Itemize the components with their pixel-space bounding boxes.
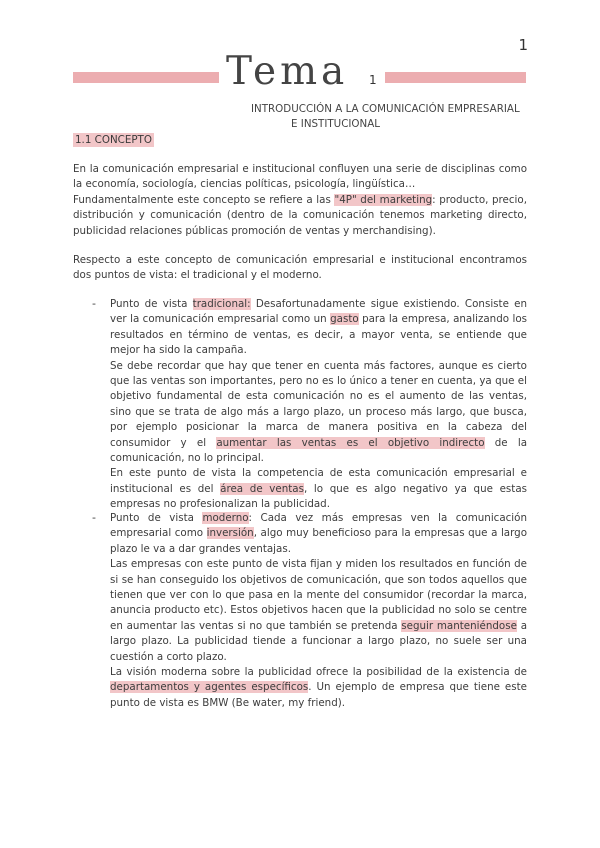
page-title: Tema [226,49,349,94]
text: : Cada vez más empresas ven la comunicación empresarial como [110,512,527,540]
title-bar-right [385,72,526,83]
highlight-seguir-manteniendose: seguir manteniéndose [401,619,517,632]
trad-part-1 [110,297,527,359]
modern-view-item [110,511,527,711]
intro-text-end: : producto, precio, distribución y comunicación (dentro de la comunicación tenemos marketing directo, publicidad relaciones públicas promoción de ventas y merchandising). [73,193,527,237]
highlight-area-ventas: área de ventas [220,482,304,495]
text: La visión moderna sobre la publicidad ofrece la posibilidad de la existencia de [110,666,527,679]
text: Las empresas con este punto de vista fijan y miden los resultados en función de si se han conseguido los objetivos de comunicación, que son todos aquellos que tienen que ver con lo que pasa en la mente del consumidor (recordar la marca, anuncia producto etc). Estos objetivos hacen que la publicidad no solo se centre en aumentar las ventas si no que también se pretenda [110,558,527,632]
highlight-tradicional: tradicional: [192,298,251,310]
text: de la comunicación, no lo principal. [110,436,528,465]
subtitle [251,102,520,132]
traditional-view-item [110,297,527,513]
intro-paragraph [73,162,527,239]
intro-sentence-1: En la comunicación empresarial e institucional confluyen una serie de disciplinas como la economía, sociología, ciencias políticas, psicología, lingüística… [73,163,527,191]
trad-part-2 [110,359,527,467]
subtitle-line-1: INTRODUCCIÓN A LA COMUNICACIÓN EMPRESARIAL [251,103,520,115]
highlight-moderno: moderno [202,512,249,524]
text: , lo que es algo negativo ya que estas empresas no profesionalizan la publicidad. [110,482,528,511]
title-bar-left [73,72,219,83]
text: , algo muy beneficioso para la empresas que a largo plazo le va a dar grandes ventajas. [110,527,528,555]
text: En este punto de vista la competencia de esta comunicación empresarial e institucional es del [110,467,527,495]
subtitle-line-2: E INSTITUCIONAL [291,118,381,130]
highlight-4p: "4P" del marketing [334,193,433,206]
mod-part-1 [110,511,527,557]
points-of-view-paragraph: Respecto a este concepto de comunicación empresarial e institucional encontramos dos puntos de vista: el tradicional y el moderno. [73,254,527,282]
title-number: 1 [369,73,377,87]
page-number: 1 [518,36,528,54]
highlight-inversion: inversión [206,527,254,540]
highlight-objetivo-indirecto: aumentar las ventas es el objetivo indirecto [216,436,485,449]
text: Desafortunadamente sigue existiendo. Consiste en ver la comunicación empresarial como un [110,298,528,326]
trad-part-3 [110,466,527,512]
intro-sentence-2 [73,194,527,237]
text: Se debe recordar que hay que tener en cuenta más factores, aunque es cierto que las ventas son importantes, pero no es lo único a tener en cuenta, ya que el objetivo fundamental de esta comunicación no es el aumento de las ventas, sino que se trata de algo más a largo plazo, un proceso más largo, que busca, por ejemplo posicionar la marca de manera positiva en la cabeza del consumidor y el [110,359,527,449]
text: para la empresa, analizando los resultados en término de ventas, es decir, a mayor venta, se entiende que mejor ha sido la campaña. [110,313,527,357]
text: Punto de vista [110,298,193,310]
mod-part-3 [110,665,527,711]
text: Punto de vista [110,512,203,524]
bullet-dash: - [92,511,96,524]
intro-text: Fundamentalmente este concepto se refiere a las [73,193,335,206]
highlight-departamentos: departamentos y agentes específicos [110,681,309,694]
text: . Un ejemplo de empresa que tiene este punto de vista es BMW (Be water, my friend). [110,681,527,709]
bullet-dash: - [92,297,96,310]
mod-part-2 [110,557,527,665]
highlight-gasto: gasto [330,313,359,326]
text: a largo plazo. La publicidad tiende a funcionar a largo plazo, no suele ser una cuestión a corto plazo. [110,619,527,663]
section-heading: 1.1 CONCEPTO [75,134,152,146]
